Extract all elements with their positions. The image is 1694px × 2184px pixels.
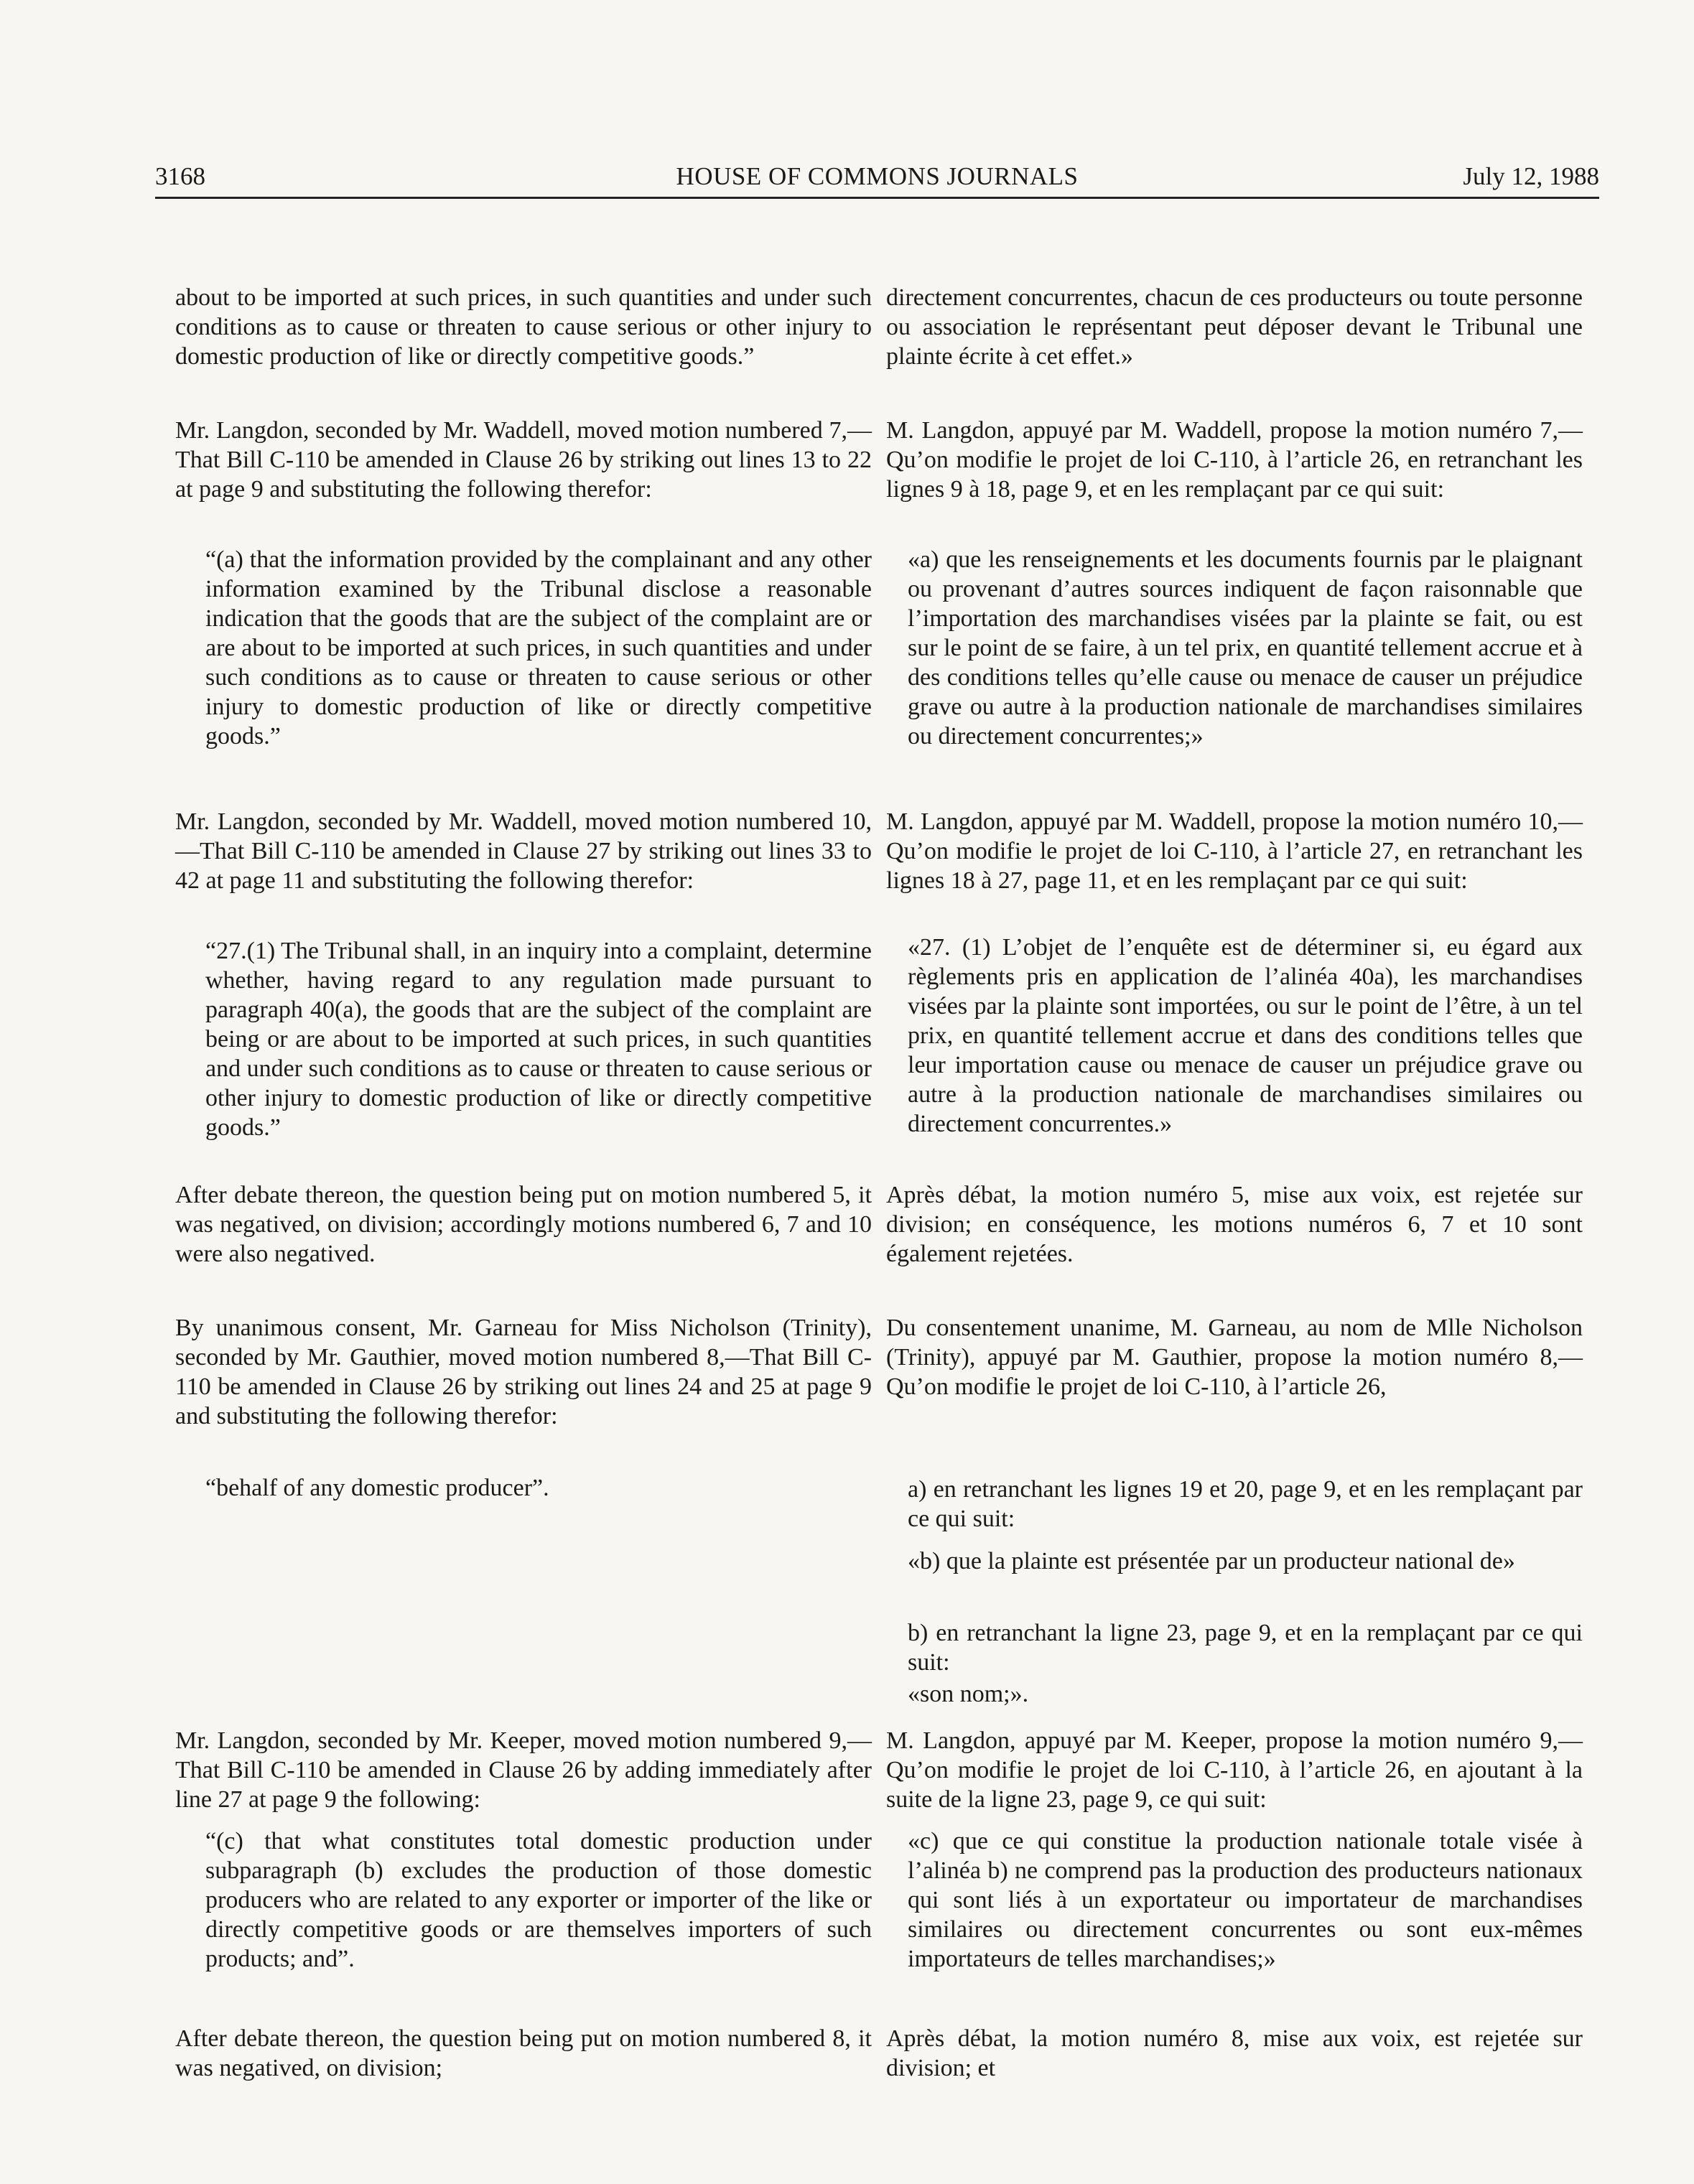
en-quote-c: “(c) that what constitutes total domestic production under subparagraph (b) excludes the production of those domestic producers who are related to any exporter or importer of the like or directly competitive goods or are themselves importers of such products; and”. (205, 1828, 872, 1972)
en-debate-result-5: After debate thereon, the question being put on motion numbered 5, it was negatived, on division; accordingly motions numbered 6, 7 and 10 were also negatived. (175, 1182, 872, 1267)
en-motion-7: Mr. Langdon, seconded by Mr. Waddell, moved motion numbered 7,—That Bill C-110 be amended in Clause 26 by striking out lines 13 to 22 at page 9 and substituting the following therefor: (175, 417, 872, 503)
fr-motion-10: M. Langdon, appuyé par M. Waddell, propose la motion numéro 10,—Qu’on modifie le projet de loi C-110, à l’article 27, en retranchant les lignes 18 à 27, page 11, et en les remplaçant par ce qui suit: (886, 808, 1583, 894)
en-debate-result-8: After debate thereon, the question being put on motion numbered 8, it was negatived, on division; (175, 2025, 872, 2081)
fr-motion-8: Du consentement unanime, M. Garneau, au nom de Mlle Nicholson (Trinity), appuyé par M. Gauthier, propose la motion numéro 8,—Qu’on modifie le projet de loi C-110, à l’article 26, (886, 1315, 1583, 1400)
page-header (155, 161, 1599, 199)
en-quote-27: “27.(1) The Tribunal shall, in an inquiry into a complaint, determine whether, having regard to any regulation made pursuant to paragraph 40(a), the goods that are the subject of the complaint are being or are about to be imported at such prices, in such quantities and under such conditions as to cause or threaten to cause serious or other injury to domestic production of like or directly competitive goods.” (205, 938, 872, 1141)
fr-paragraph-1: directement concurrentes, chacun de ces producteurs ou toute personne ou association le représentant peut déposer devant le Tribunal une plainte écrite à cet effet.» (886, 284, 1583, 370)
en-motion-8: By unanimous consent, Mr. Garneau for Miss Nicholson (Trinity), seconded by Mr. Gauthier, moved motion numbered 8,—That Bill C-110 be amended in Clause 26 by striking out lines 24 and 25 at page 9 and substituting the following therefor: (175, 1315, 872, 1429)
en-quote-a: “(a) that the information provided by the complainant and any other information examined by the Tribunal disclose a reasonable indication that the goods that are the subject of the complaint are or are about to be imported at such prices, in such quantities and under such conditions as to cause or threaten to cause serious or other injury to domestic production of like or directly competitive goods.” (205, 546, 872, 750)
en-quote-behalf: “behalf of any domestic producer”. (205, 1475, 549, 1501)
fr-motion-9: M. Langdon, appuyé par M. Keeper, propose la motion numéro 9,—Qu’on modifie le projet de loi C-110, à l’article 26, en ajoutant à la suite de la ligne 23, page 9, ce qui suit: (886, 1727, 1583, 1813)
fr-item-a: a) en retranchant les lignes 19 et 20, page 9, et en les remplaçant par ce qui suit: (908, 1476, 1583, 1532)
header-date: July 12, 1988 (1463, 162, 1599, 190)
fr-item-a-quote: «b) que la plainte est présentée par un producteur national de» (908, 1548, 1515, 1574)
fr-quote-a: «a) que les renseignements et les documents fournis par le plaignant ou provenant d’autres sources indiquent de façon raisonnable que l’importation des marchandises visées par la plainte se fait, ou est sur le point de se faire, à un tel prix, en quantité tellement accrue et à des conditions telles qu’elle cause ou menace de causer un préjudice grave ou autre à la production nationale de marchandises similaires ou directement concurrentes;» (908, 546, 1583, 750)
en-motion-10: Mr. Langdon, seconded by Mr. Waddell, moved motion numbered 10,—That Bill C-110 be amended in Clause 27 by striking out lines 33 to 42 at page 11 and substituting the following therefor: (175, 808, 872, 894)
fr-debate-result-5: Après débat, la motion numéro 5, mise aux voix, est rejetée sur division; en conséquence, les motions numéros 6, 7 et 10 sont également rejetées. (886, 1182, 1583, 1267)
fr-debate-result-8: Après débat, la motion numéro 8, mise aux voix, est rejetée sur division; et (886, 2025, 1583, 2081)
page-number: 3168 (155, 162, 205, 190)
journal-title: HOUSE OF COMMONS JOURNALS (676, 162, 1079, 190)
fr-item-b: b) en retranchant la ligne 23, page 9, et en la remplaçant par ce qui suit: (908, 1620, 1583, 1676)
fr-quote-27: «27. (1) L’objet de l’enquête est de déterminer si, eu égard aux règlements pris en application de l’alinéa 40a), les marchandises visées par la plainte sont importées, ou sur le point de l’être, à un tel prix, en quantité tellement accrue et dans des conditions telles que leur importation cause ou menace de causer un préjudice grave ou autre à la production nationale de marchandises similaires ou directement concurrentes.» (908, 934, 1583, 1137)
fr-motion-7: M. Langdon, appuyé par M. Waddell, propose la motion numéro 7,—Qu’on modifie le projet de loi C-110, à l’article 26, en retranchant les lignes 9 à 18, page 9, et en les remplaçant par ce qui suit: (886, 417, 1583, 503)
fr-quote-c: «c) que ce qui constitue la production nationale totale visée à l’alinéa b) ne comprend pas la production des producteurs nationaux qui sont liés à un exportateur ou importateur de marchandises similaires ou directement concurrentes ou sont eux-mêmes importateurs de telles marchandises;» (908, 1828, 1583, 1972)
en-paragraph-1: about to be imported at such prices, in such quantities and under such conditions as to cause or threaten to cause serious or other injury to domestic production of like or directly competitive goods.” (175, 284, 872, 370)
fr-item-b-quote: «son nom;». (908, 1681, 1029, 1707)
en-motion-9: Mr. Langdon, seconded by Mr. Keeper, moved motion numbered 9,—That Bill C-110 be amended in Clause 26 by adding immediately after line 27 at page 9 the following: (175, 1727, 872, 1813)
